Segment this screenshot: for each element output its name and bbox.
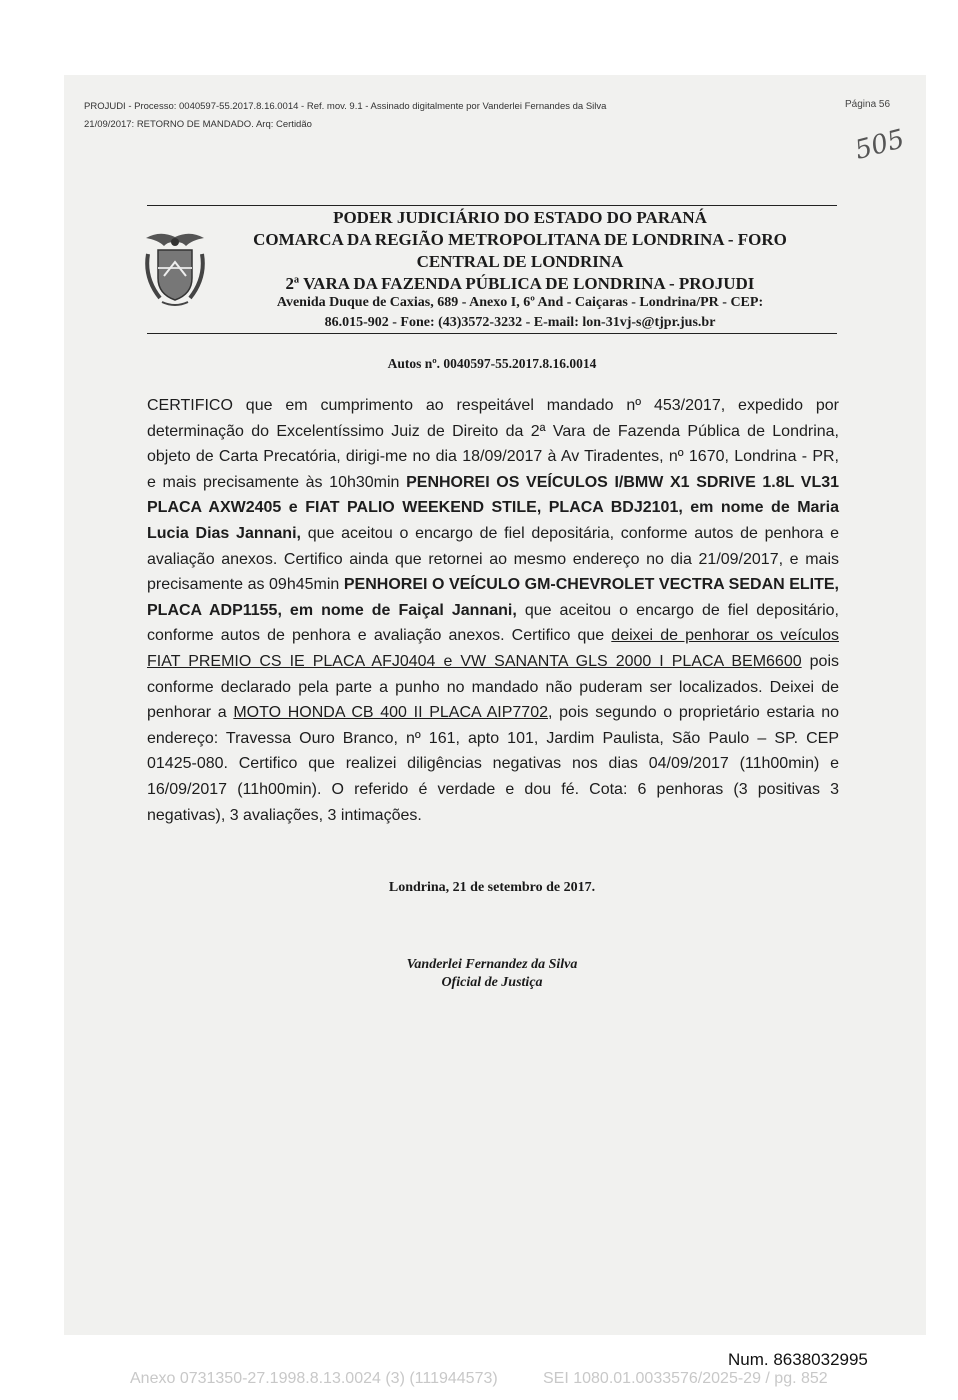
document-number: Num. 8638032995: [728, 1350, 868, 1369]
case-number: Autos nº. 0040597-55.2017.8.16.0014: [387, 356, 597, 371]
header-rule-bottom: [147, 333, 837, 334]
body-text: que aceitou o encargo de fiel depositária, conforme autos de penhora e avaliação anexos. Certifico ainda que retornei ao mesmo endereço no dia 21/09/2017, e mais precisamente as 09h45min: [147, 524, 839, 594]
parana-coat-of-arms-icon: [140, 228, 210, 308]
court-address: Avenida Duque de Caxias, 689 - Anexo I, 6º And - Caiçaras - Londrina/PR - CEP:: [276, 295, 764, 310]
body-bold-seizure-1: PENHOREI OS VEÍCULOS I/BMW X1 SDRIVE 1.8L VL31 PLACA AXW2405 e FIAT PALIO WEEKEND STILE, PLACA BDJ2101, em nome de Maria Lucia Dias Jannani,: [147, 473, 840, 542]
signer-role: Oficial de Justiça: [441, 975, 543, 990]
court-foro: CENTRAL DE LONDRINA: [416, 252, 624, 271]
body-text: que aceitou o encargo de fiel depositário, conforme autos de penhora e avaliação anexos. Certifico que: [147, 601, 840, 645]
place-and-date: Londrina, 21 de setembro de 2017.: [388, 880, 596, 895]
body-text: CERTIFICO que em cumprimento ao respeitável mandado nº 453/2017, expedido por determinação do Excelentíssimo Juiz de Direito da 2ª Vara de Fazenda Pública de Londrina, objeto de Carta Precatória, dirigi-me no dia 18/09/2017 à Av Tiradentes, nº 1670, Londrina - PR, e mais precisamente às 10h30min: [147, 397, 839, 491]
body-underlined-motorcycle: MOTO HONDA CB 400 II PLACA AIP7702: [233, 704, 549, 722]
certificate-body: [147, 393, 839, 828]
body-underlined-vehicles: deixei de penhorar os veículos FIAT PREMIO CS IE PLACA AFJ0404 e VW SANANTA GLS 2000 I PLACA BEM6600: [147, 627, 839, 670]
handwritten-page-number: 505: [851, 124, 908, 166]
footer-sei: SEI 1080.01.0033576/2025-29 / pg. 852: [543, 1370, 828, 1387]
page-number: Página 56: [845, 99, 891, 110]
court-comarca: COMARCA DA REGIÃO METROPOLITANA DE LONDRINA - FORO: [253, 230, 787, 249]
court-name: PODER JUDICIÁRIO DO ESTADO DO PARANÁ: [333, 208, 707, 227]
header-rule-top: [147, 205, 837, 206]
court-contact: 86.015-902 - Fone: (43)3572-3232 - E-mail: lon-31vj-s@tjpr.jus.br: [324, 315, 716, 330]
court-vara: 2ª VARA DA FAZENDA PÚBLICA DE LONDRINA - PROJUDI: [285, 274, 755, 293]
body-text: pois conforme declarado pela parte a punho no mandado não puderam ser localizados. Deixei de penhorar a: [147, 652, 840, 722]
footer-annex: Anexo 0731350-27.1998.8.13.0024 (3) (111944573): [130, 1370, 498, 1387]
body-bold-seizure-2: PENHOREI O VEÍCULO GM-CHEVROLET VECTRA SEDAN ELITE, PLACA ADP1155, em nome de Faiçal Jannani,: [147, 576, 839, 619]
body-text: , pois segundo o proprietário estaria no endereço: Travessa Ouro Branco, nº 161, apto 101, Jardim Paulista, São Paulo – SP. CEP 01425-080. Certifico que realizei diligências negativas nos dias 04/09/2017 (11h00min) e 16/09/2017 (11h00min). O referido é verdade e dou fé. Cota: 6 penhoras (3 positivas 3 negativas), 3 avaliações, 3 intimações.: [147, 704, 840, 824]
projudi-header-subline: 21/09/2017: RETORNO DE MANDADO. Arq: Certidão: [84, 119, 312, 130]
signer-name: Vanderlei Fernandez da Silva: [406, 957, 578, 972]
projudi-header-line: PROJUDI - Processo: 0040597-55.2017.8.16.0014 - Ref. mov. 9.1 - Assinado digitalmente por Vanderlei Fernandes da Silva: [84, 101, 607, 112]
